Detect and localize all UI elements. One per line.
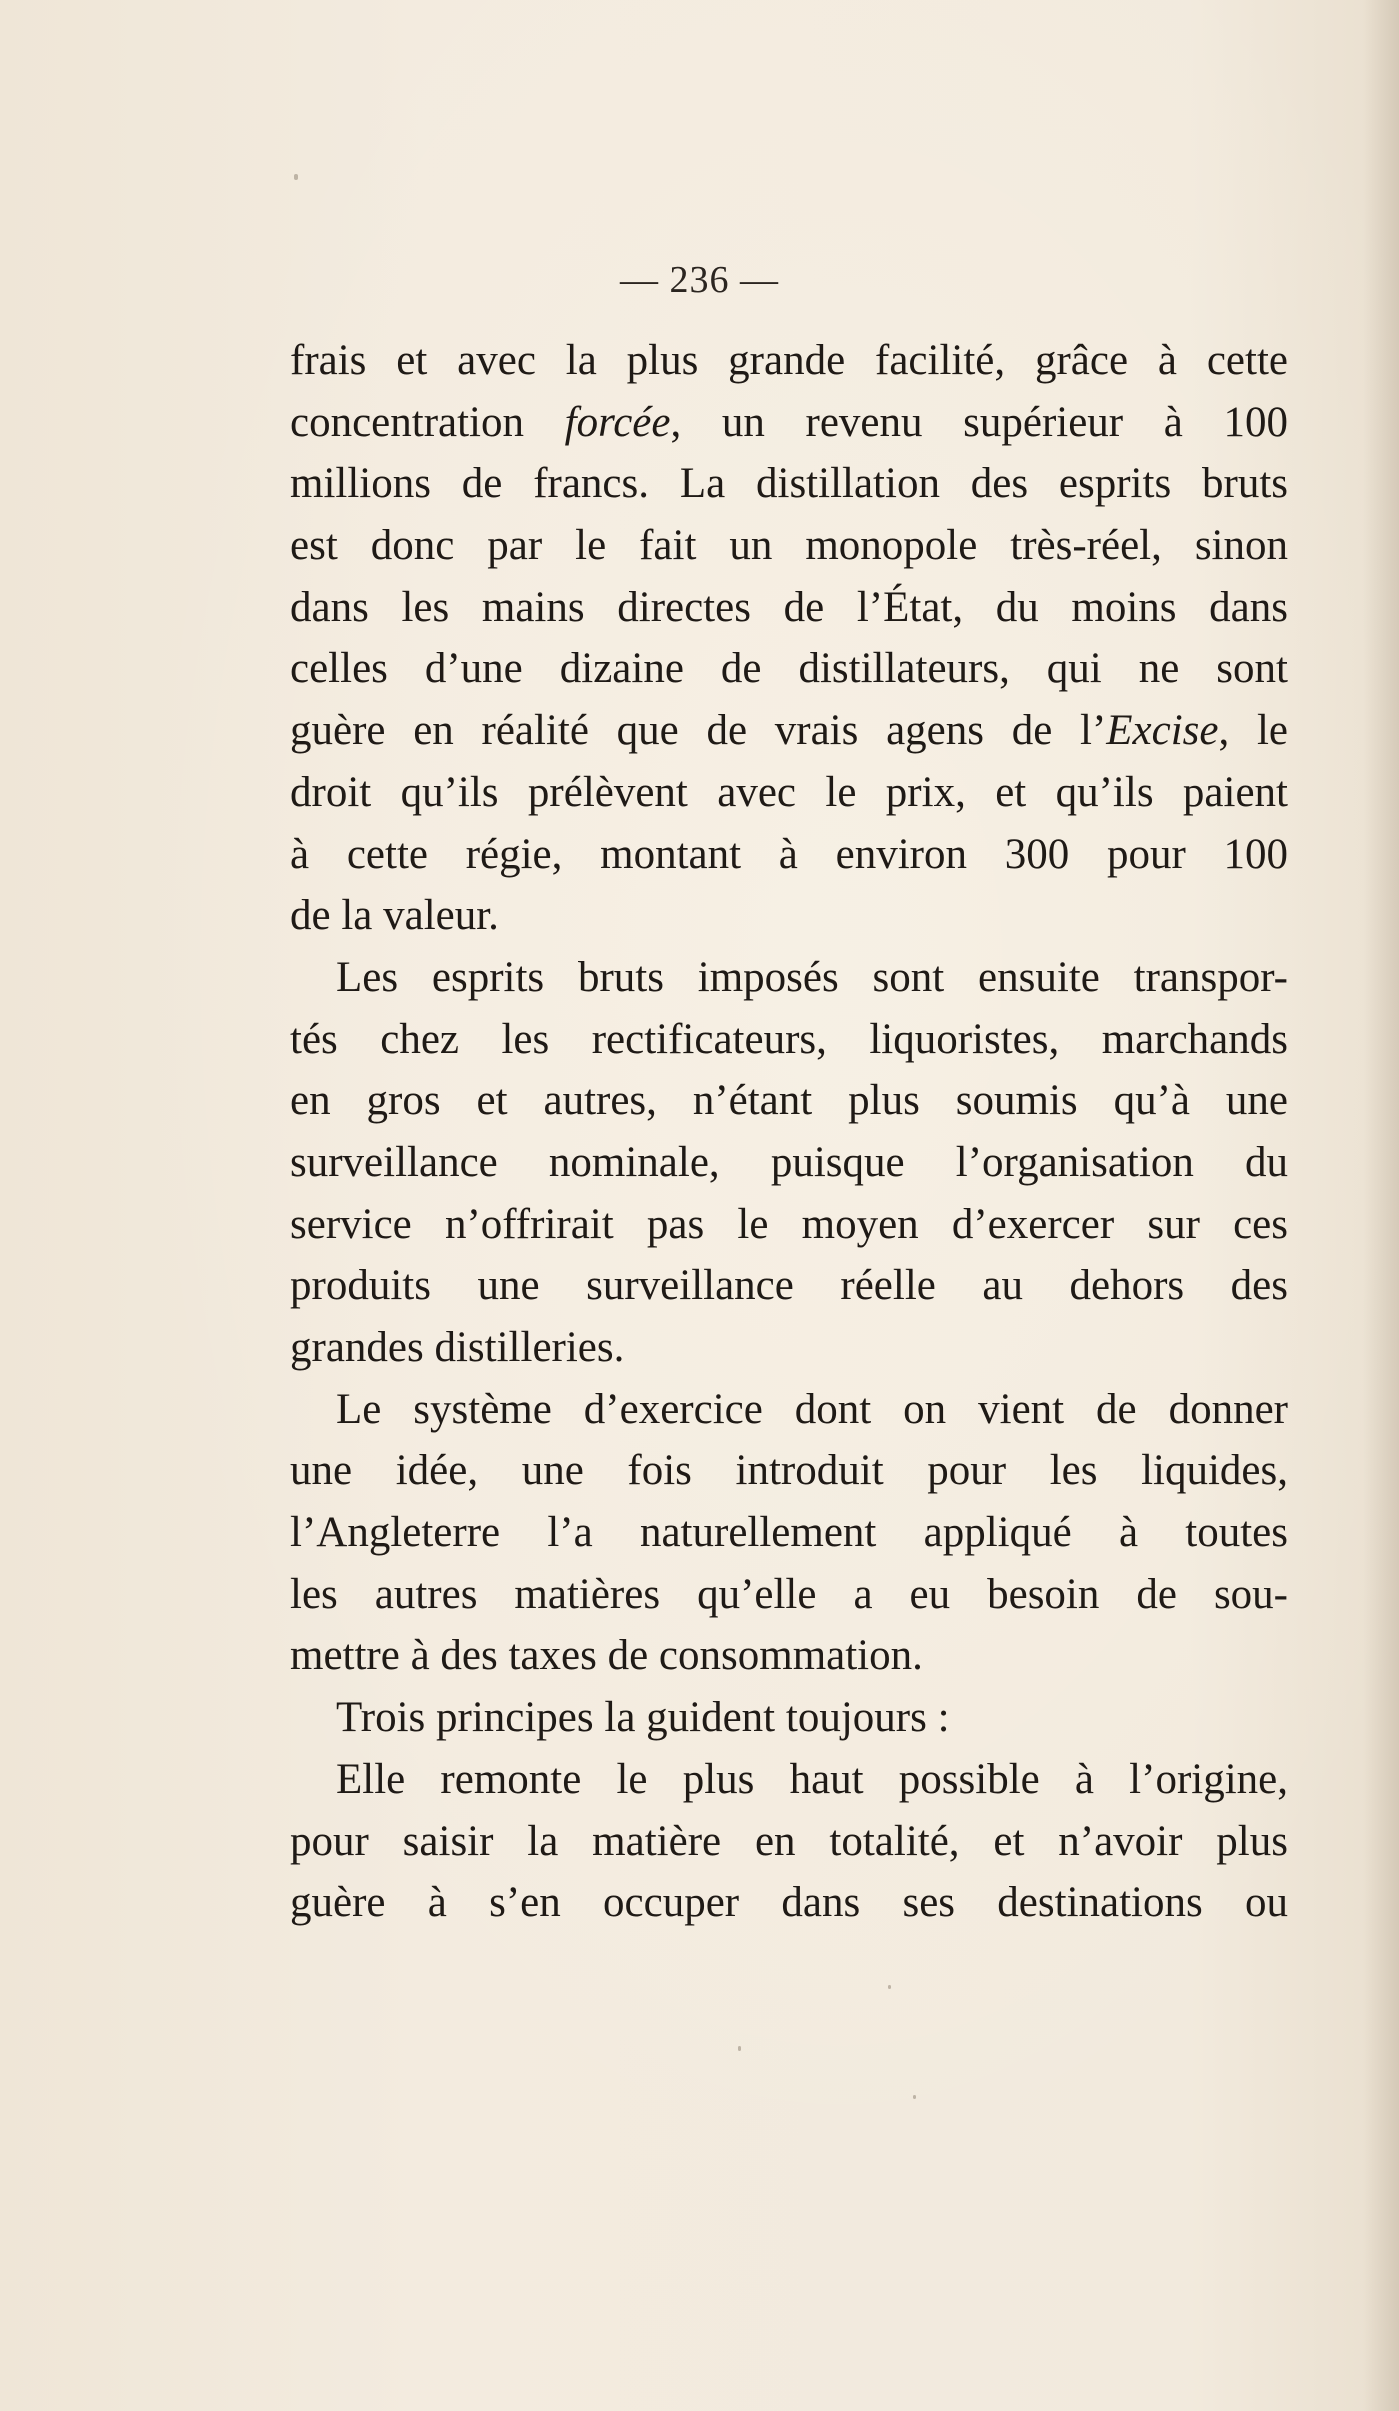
text-line: est donc par le fait un monopole très-réel, sinon — [290, 522, 1288, 570]
paper-speck — [738, 2046, 741, 2051]
text-line: concentration forcée, un revenu supérieur à 100 — [290, 398, 1288, 446]
text-line: Le système d’exercice dont on vient de donner — [336, 1385, 1288, 1433]
text-line: surveillance nominale, puisque l’organisation du — [290, 1138, 1288, 1186]
text-line: celles d’une dizaine de distillateurs, qui ne sont — [290, 645, 1288, 693]
page-number: — 236 — — [620, 259, 779, 301]
text-line: Elle remonte le plus haut possible à l’origine, — [336, 1755, 1288, 1803]
text-line: l’Angleterre l’a naturellement appliqué à toutes — [290, 1509, 1288, 1557]
paper-speck — [888, 1985, 891, 1989]
italic-word: forcée — [564, 398, 671, 446]
text-line: mettre à des taxes de consommation. — [290, 1632, 923, 1680]
text-line: les autres matières qu’elle a eu besoin de sou- — [290, 1570, 1288, 1618]
italic-word: Excise — [1106, 707, 1219, 755]
text-line: guère en réalité que de vrais agens de l’Excise, le — [290, 707, 1288, 755]
text-line: de la valeur. — [290, 892, 499, 940]
text-line: produits une surveillance réelle au dehors des — [290, 1262, 1288, 1310]
text-line: millions de francs. La distillation des esprits bruts — [290, 460, 1288, 508]
text-line: Les esprits bruts imposés sont ensuite transpor- — [336, 953, 1288, 1001]
body-text — [290, 330, 1288, 1934]
text-line: dans les mains directes de l’État, du moins dans — [290, 583, 1288, 631]
text-line: frais et avec la plus grande facilité, grâce à cette — [290, 337, 1288, 384]
text-line: pour saisir la matière en totalité, et n’avoir plus — [290, 1817, 1288, 1865]
text-line: à cette régie, montant à environ 300 pour 100 — [290, 830, 1288, 878]
page-edge-shadow — [1363, 0, 1399, 2411]
text-line: Trois principes la guident toujours : — [336, 1694, 950, 1742]
text-line: service n’offrirait pas le moyen d’exercer sur ces — [290, 1200, 1288, 1248]
paper-speck — [913, 2095, 916, 2099]
text-line: grandes distilleries. — [290, 1324, 625, 1371]
text-line: tés chez les rectificateurs, liquoristes, marchands — [290, 1015, 1288, 1063]
paper-speck — [294, 174, 298, 180]
text-line: en gros et autres, n’étant plus soumis qu’à une — [290, 1077, 1288, 1125]
text-line: guère à s’en occuper dans ses destinations ou — [290, 1879, 1288, 1927]
text-line: droit qu’ils prélèvent avec le prix, et qu’ils paient — [290, 768, 1288, 816]
text-line: une idée, une fois introduit pour les liquides, — [290, 1447, 1288, 1495]
